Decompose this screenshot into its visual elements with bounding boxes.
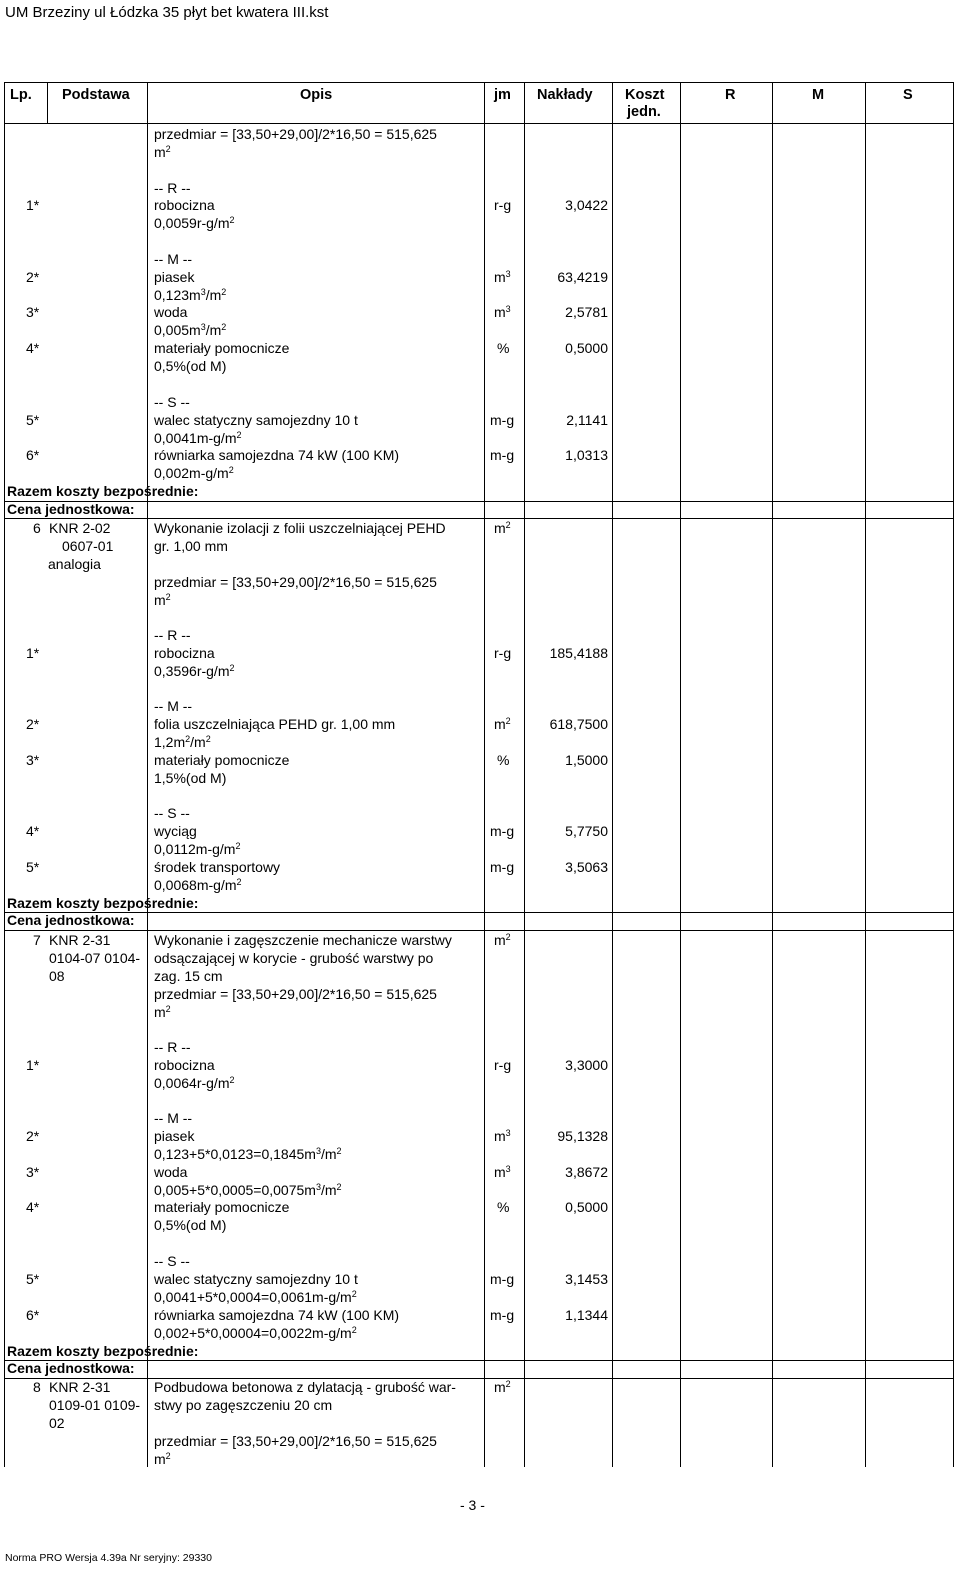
section-r-heading: -- R -- [154, 1039, 191, 1055]
resource-number: 3* [26, 1164, 40, 1180]
quantity-unit: $m^2$ [154, 1451, 171, 1467]
page-number: - 3 - [460, 1497, 485, 1513]
resource-number: 2* [26, 1128, 40, 1144]
resource-number: 6* [26, 447, 40, 463]
row-divider [4, 912, 954, 913]
position-number: 8 [33, 1379, 41, 1395]
header-s: S [903, 87, 913, 103]
resource-unit: m-g [490, 823, 515, 839]
resource-number: 1* [26, 1057, 40, 1073]
position-basis: analogia [48, 556, 101, 572]
header-koszt: Koszt [625, 87, 665, 103]
resource-norm: $0,005m^3/m^2$ [154, 322, 227, 338]
resource-amount: 185,4188 [549, 645, 608, 661]
resource-amount: 63,4219 [557, 269, 608, 285]
resource-norm: $0,3596r-g/m^2$ [154, 663, 235, 679]
position-number: 7 [33, 932, 41, 948]
resource-norm: $0,123+5*0,0123=0,1845m^3/m^2$ [154, 1146, 342, 1162]
col-divider [147, 82, 148, 1467]
header-podstawa: Podstawa [62, 87, 130, 103]
direct-costs-label: Razem koszty bezpośrednie: [7, 895, 199, 911]
resource-unit: m-g [490, 859, 515, 875]
position-basis: 0104-07 0104- [49, 950, 141, 966]
resource-unit: m-g [490, 412, 515, 428]
table-right-border [953, 82, 954, 1467]
resource-unit: m-g [490, 1307, 515, 1323]
resource-unit: $m^3$ [494, 304, 511, 320]
resource-unit: $m^3$ [494, 1128, 511, 1144]
header-naklady: Nakłady [537, 87, 593, 103]
resource-name: równiarka samojezdna 74 kW (100 KM) [154, 1307, 400, 1323]
unit-price-label: Cena jednostkowa: [7, 912, 135, 928]
direct-costs-label: Razem koszty bezpośrednie: [7, 483, 199, 499]
position-number: 6 [33, 520, 41, 536]
resource-name: materiały pomocnicze [154, 1199, 290, 1215]
resource-name: folia uszczelniająca PEHD gr. 1,00 mm [154, 716, 396, 732]
header-koszt-jedn: jedn. [627, 104, 661, 120]
col-divider [612, 82, 613, 1467]
document-title: UM Brzeziny ul Łódzka 35 płyt bet kwatera III.kst [5, 4, 329, 21]
resource-norm: $1,2m^2/m^2$ [154, 734, 211, 750]
row-divider [4, 930, 954, 931]
quantity-formula: przedmiar = [33,50+29,00]/2*16,50 = 515,625 [154, 986, 437, 1002]
resource-unit: $m^3$ [494, 1164, 511, 1180]
resource-norm: $0,0068m-g/m^2$ [154, 877, 242, 893]
resource-norm: $0,0041+5*0,0004=0,0061m-g/m^2$ [154, 1289, 357, 1305]
resource-number: 3* [26, 752, 40, 768]
position-description: stwy po zagęszczeniu 20 cm [154, 1397, 333, 1413]
resource-amount: 3,5063 [565, 859, 608, 875]
resource-norm: 1,5%(od M) [154, 770, 227, 786]
quantity-unit: $m^2$ [154, 592, 171, 608]
quantity-formula: przedmiar = [33,50+29,00]/2*16,50 = 515,625 [154, 574, 437, 590]
table-left-border [4, 82, 5, 1467]
resource-number: 5* [26, 1271, 40, 1287]
section-r-heading: -- R -- [154, 627, 191, 643]
position-description: Wykonanie izolacji z folii uszczelniającej PEHD [154, 520, 446, 536]
unit-price-label: Cena jednostkowa: [7, 1360, 135, 1376]
position-description: gr. 1,00 mm [154, 538, 228, 554]
resource-amount: 5,7750 [565, 823, 608, 839]
resource-unit: r-g [494, 645, 512, 661]
resource-amount: 618,7500 [549, 716, 608, 732]
resource-amount: 2,1141 [566, 412, 608, 428]
position-basis: KNR 2-31 [49, 1379, 111, 1395]
resource-name: wyciąg [154, 823, 197, 839]
resource-unit: $m^3$ [494, 269, 511, 285]
col-divider [772, 82, 773, 1467]
resource-amount: 3,1453 [565, 1271, 608, 1287]
position-basis: KNR 2-02 [49, 520, 111, 536]
row-divider [4, 1378, 954, 1379]
resource-name: robocizna [154, 645, 215, 661]
resource-unit: % [497, 1199, 510, 1215]
section-s-heading: -- S -- [154, 394, 190, 410]
resource-number: 5* [26, 859, 40, 875]
resource-number: 1* [26, 197, 40, 213]
resource-norm: 0,5%(od M) [154, 358, 227, 374]
resource-name: środek transportowy [154, 859, 281, 875]
header-lp: Lp. [10, 87, 32, 103]
resource-number: 4* [26, 1199, 40, 1215]
quantity-unit: $m^2$ [154, 1004, 171, 1020]
resource-amount: 1,0313 [565, 447, 608, 463]
resource-name: woda [154, 1164, 188, 1180]
resource-name: piasek [154, 269, 195, 285]
resource-number: 2* [26, 269, 40, 285]
direct-costs-label: Razem koszty bezpośrednie: [7, 1343, 199, 1359]
resource-number: 3* [26, 304, 40, 320]
resource-norm: $0,005+5*0,0005=0,0075m^3/m^2$ [154, 1182, 342, 1198]
quantity-formula: przedmiar = [33,50+29,00]/2*16,50 = 515,625 [154, 126, 437, 142]
resource-name: robocizna [154, 1057, 215, 1073]
position-unit: $m^2$ [494, 932, 511, 948]
col-divider [680, 82, 681, 1467]
resource-unit: % [497, 752, 510, 768]
resource-amount: 0,5000 [565, 340, 608, 356]
resource-number: 4* [26, 340, 40, 356]
col-divider [47, 82, 48, 124]
col-divider [484, 82, 485, 1467]
resource-name: materiały pomocnicze [154, 340, 290, 356]
resource-unit: % [497, 340, 510, 356]
position-basis: 02 [49, 1415, 65, 1431]
section-s-heading: -- S -- [154, 805, 190, 821]
resource-name: walec statyczny samojezdny 10 t [154, 1271, 358, 1287]
resource-amount: 0,5000 [565, 1199, 608, 1215]
unit-price-label: Cena jednostkowa: [7, 501, 135, 517]
row-divider [4, 1360, 954, 1361]
resource-norm: $0,0064r-g/m^2$ [154, 1075, 235, 1091]
header-r: R [725, 87, 736, 103]
position-description: zag. 15 cm [154, 968, 223, 984]
section-s-heading: -- S -- [154, 1253, 190, 1269]
position-description: odsączającej w korycie - grubość warstwy po [154, 950, 434, 966]
resource-amount: 3,8672 [565, 1164, 608, 1180]
quantity-unit: $m^2$ [154, 144, 171, 160]
resource-amount: 1,5000 [565, 752, 608, 768]
resource-name: materiały pomocnicze [154, 752, 290, 768]
section-m-heading: -- M -- [154, 698, 193, 714]
resource-amount: 3,0422 [565, 197, 608, 213]
resource-amount: 3,3000 [565, 1057, 608, 1073]
resource-norm: $0,0112m-g/m^2$ [154, 841, 241, 857]
resource-name: robocizna [154, 197, 215, 213]
header-jm: jm [494, 87, 511, 103]
resource-number: 2* [26, 716, 40, 732]
row-divider [4, 518, 954, 519]
resource-norm: $0,0041m-g/m^2$ [154, 430, 242, 446]
quantity-formula: przedmiar = [33,50+29,00]/2*16,50 = 515,625 [154, 1433, 437, 1449]
section-m-heading: -- M -- [154, 1110, 193, 1126]
position-description: Podbudowa betonowa z dylatacją - grubość war- [154, 1379, 456, 1395]
position-description: Wykonanie i zagęszczenie mechanicze warstwy [154, 932, 452, 948]
resource-amount: 1,1344 [565, 1307, 608, 1323]
footer-software-info: Norma PRO Wersja 4.39a Nr seryjny: 29330 [5, 1552, 212, 1564]
position-basis: KNR 2-31 [49, 932, 111, 948]
resource-name: walec statyczny samojezdny 10 t [154, 412, 358, 428]
resource-norm: 0,5%(od M) [154, 1217, 227, 1233]
resource-number: 5* [26, 412, 40, 428]
row-divider [4, 501, 954, 502]
resource-norm: $0,002m-g/m^2$ [154, 465, 234, 481]
section-m-heading: -- M -- [154, 251, 193, 267]
resource-norm: $0,0059r-g/m^2$ [154, 215, 235, 231]
col-divider [524, 82, 525, 1467]
resource-unit: m-g [490, 1271, 515, 1287]
position-basis: 08 [49, 968, 65, 984]
resource-unit: r-g [494, 197, 512, 213]
resource-name: woda [154, 304, 188, 320]
position-basis: 0109-01 0109- [49, 1397, 141, 1413]
section-r-heading: -- R -- [154, 180, 191, 196]
position-basis: 0607-01 [62, 538, 114, 554]
resource-number: 1* [26, 645, 40, 661]
resource-unit: $m^2$ [494, 716, 511, 732]
resource-name: piasek [154, 1128, 195, 1144]
resource-norm: $0,123m^3/m^2$ [154, 287, 227, 303]
col-divider [865, 82, 866, 1467]
resource-number: 6* [26, 1307, 40, 1323]
position-unit: $m^2$ [494, 1379, 511, 1395]
resource-amount: 2,5781 [565, 304, 608, 320]
position-unit: $m^2$ [494, 520, 511, 536]
resource-amount: 95,1328 [557, 1128, 608, 1144]
resource-unit: r-g [494, 1057, 512, 1073]
resource-norm: $0,002+5*0,00004=0,0022m-g/m^2$ [154, 1325, 357, 1341]
resource-number: 4* [26, 823, 40, 839]
header-opis: Opis [300, 87, 333, 103]
resource-unit: m-g [490, 447, 515, 463]
resource-name: równiarka samojezdna 74 kW (100 KM) [154, 447, 400, 463]
header-m: M [812, 87, 825, 103]
